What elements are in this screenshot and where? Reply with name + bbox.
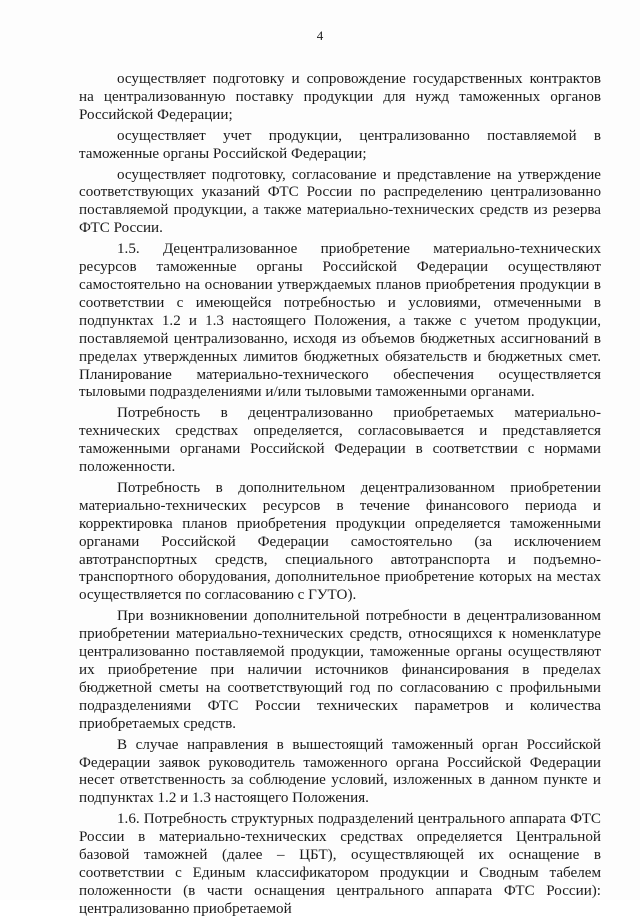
document-body — [79, 71, 601, 919]
paragraph-responsibility: В случае направления в вышестоящий таможенный орган Российской Федерации заявок руководитель таможенного органа Российской Федерации несет ответственность за соблюдение условий, изложенных в данном пункте и подпунктах 1.2 и 1.3 настоящего Положения. — [79, 736, 601, 807]
page-number: 4 — [316, 28, 324, 43]
paragraph-additional-need: Потребность в дополнительном децентрализованном приобретении материально-технических ресурсов в течение финансового периода и корректировка планов приобретения продукции определяется таможенными органами Российской Федерации самостоятельно (за исключением автотранспортных средств, специального автотранспорта и подъемно-транспортного оборудования, дополнительное приобретение которых на местах осуществляется по согласованию с ГУТО). — [79, 479, 601, 604]
paragraph-accounting: осуществляет учет продукции, централизованно поставляемой в таможенные органы Российской Федерации; — [79, 127, 601, 162]
paragraph-nomenclature: При возникновении дополнительной потребности в децентрализованном приобретении материально-технических средств, относящихся к номенклатуре централизованно поставляемой продукции, таможенные органы осуществляют их приобретение при наличии источников финансирования в пределах бюджетной сметы на соответствующий год по согласованию с профильными подразделениями ФТС России технических параметров и количества приобретаемых средств. — [79, 608, 601, 732]
paragraph-section-1-6: 1.6. Потребность структурных подразделений центрального аппарата ФТС России в материально-технических средствах определяется Центральной базовой таможней (далее – ЦБТ), осуществляющей их оснащение в соответствии с Единым классификатором продукции и Сводным табелем положенности (в части оснащения центрального аппарата ФТС России): централизованно приобретаемой — [79, 811, 601, 917]
paragraph-contracts: осуществляет подготовку и сопровождение государственных контрактов на централизованную поставку продукции для нужд таможенных органов Российской Федерации; — [79, 71, 601, 123]
paragraph-distribution: осуществляет подготовку, согласование и представление на утверждение соответствующих указаний ФТС России по распределению централизованно поставляемой продукции, а также материально-технических средств из резерва ФТС России. — [79, 166, 601, 237]
paragraph-decentralized-need: Потребность в децентрализованно приобретаемых материально-технических средствах определяется, согласовывается и представляется таможенными органами Российской Федерации в соответствии с нормами положенности. — [79, 405, 601, 476]
paragraph-section-1-5: 1.5. Децентрализованное приобретение материально-технических ресурсов таможенные органы Российской Федерации осуществляют самостоятельно на основании утверждаемых планов приобретения продукции в соответствии с имеющейся потребностью и условиями, отмеченными в подпунктах 1.2 и 1.3 настоящего Положения, а также с учетом продукции, поставляемой централизованно, исходя из объемов бюджетных ассигнований в пределах утвержденных лимитов бюджетных обязательств и бюджетных смет. Планирование материально-технического обеспечения осуществляется тыловыми подразделениями и/или тыловыми таможенными органами. — [79, 241, 601, 401]
